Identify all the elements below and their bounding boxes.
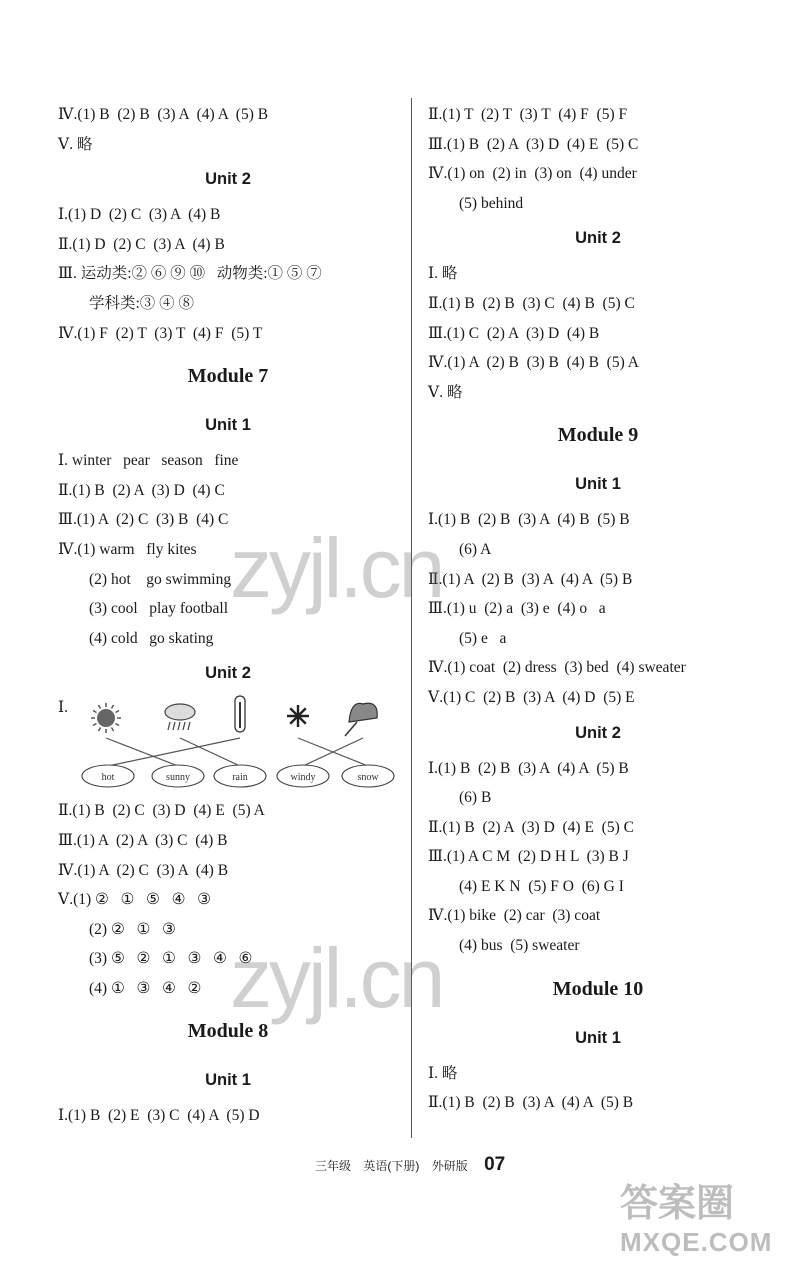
logo-bottom-text: MXQE.COM [620, 1227, 773, 1257]
answer-line: Ⅴ. 略 [58, 135, 93, 153]
answer-line: Ⅱ.(1) B (2) B (3) C (4) B (5) C [428, 294, 635, 312]
answer-line: Ⅲ.(1) A (2) C (3) B (4) C [58, 511, 229, 529]
answer-line: Ⅳ.(1) B (2) B (3) A (4) A (5) B [58, 106, 269, 123]
wind-icon [345, 704, 377, 737]
page-footer [315, 1154, 514, 1176]
answer-line: Ⅳ.(1) A (2) B (3) B (4) B (5) A [428, 354, 639, 372]
answer-line: Ⅲ.(1) C (2) A (3) D (4) B [428, 324, 600, 342]
word-windy: windy [290, 772, 316, 784]
answer-line: Ⅱ.(1) B (2) A (3) D (4) E (5) C [428, 818, 634, 836]
answer-line: Ⅰ. 略 [428, 1064, 458, 1082]
thermometer-icon [235, 696, 245, 732]
watermark: zyjl.cn [230, 931, 443, 1025]
answer-line: Ⅲ.(1) B (2) A (3) D (4) E (5) C [428, 135, 639, 153]
answer-line: Ⅲ.(1) A C M (2) D H L (3) B J [428, 848, 629, 866]
question-number: Ⅰ. [58, 699, 68, 717]
matching-line [298, 738, 368, 766]
matching-line [180, 738, 240, 766]
module-heading: Module 10 [552, 977, 644, 1000]
answer-line-continued: (4) E K N (5) F O (6) G I [459, 877, 624, 895]
matching-line [106, 738, 178, 766]
answer-line-continued: (4) cold go skating [89, 629, 214, 647]
watermark: zyjl.cn [230, 521, 443, 615]
module-heading: Module 7 [187, 365, 269, 388]
rain-cloud-icon [165, 704, 195, 730]
unit-heading: Unit 1 [205, 416, 251, 435]
answer-line: Ⅱ.(1) B (2) A (3) D (4) C [58, 481, 225, 499]
answer-line-continued: (5) behind [459, 194, 524, 212]
unit-heading: Unit 2 [205, 664, 251, 683]
answer-line: Ⅰ.(1) D (2) C (3) A (4) B [58, 206, 221, 224]
answer-line: Ⅴ.(1) C (2) B (3) A (4) D (5) E [428, 688, 635, 706]
answer-line: Ⅲ. 运动类:② ⑥ ⑨ ⑩ 动物类:① ⑤ ⑦ [58, 265, 322, 283]
word-hot: hot [101, 772, 115, 784]
weather-matching-exercise [58, 694, 398, 796]
answer-line-continued: (2) ② ① ③ [89, 920, 176, 938]
answer-line-continued: (6) A [459, 540, 492, 558]
answer-line: Ⅳ.(1) F (2) T (3) T (4) F (5) T [58, 324, 263, 342]
answer-line-continued: (2) hot go swimming [89, 570, 232, 588]
answer-line-continued: 学科类:③ ④ ⑧ [89, 294, 195, 312]
answer-line: Ⅰ. winter pear season fine [58, 452, 239, 470]
answer-line: Ⅴ. 略 [428, 383, 463, 401]
answer-line-continued: (3) ⑤ ② ① ③ ④ ⑥ [89, 950, 253, 968]
answer-line: Ⅰ.(1) B (2) E (3) C (4) A (5) D [58, 1107, 260, 1125]
snowflake-icon [287, 705, 309, 727]
answer-line: Ⅳ.(1) A (2) C (3) A (4) B [58, 861, 229, 879]
answer-line: Ⅱ.(1) B (2) B (3) A (4) A (5) B [428, 1094, 634, 1112]
answer-line: Ⅱ.(1) T (2) T (3) T (4) F (5) F [428, 106, 628, 123]
right-column [428, 100, 768, 1118]
answer-line: Ⅰ. 略 [428, 265, 458, 283]
answer-line: Ⅲ.(1) u (2) a (3) e (4) o a [428, 600, 606, 618]
module-heading: Module 8 [187, 1020, 269, 1043]
answer-line: Ⅴ.(1) ② ① ⑤ ④ ③ [58, 891, 211, 909]
answer-line: Ⅱ.(1) A (2) B (3) A (4) A (5) B [428, 570, 633, 588]
logo-top-text: 答案圈 [620, 1181, 735, 1225]
answer-line-continued: (4) bus (5) sweater [459, 937, 580, 955]
answer-line-continued: (4) ① ③ ④ ② [89, 979, 202, 997]
unit-heading: Unit 2 [575, 723, 621, 742]
module-heading: Module 9 [557, 424, 639, 447]
unit-heading: Unit 1 [575, 475, 621, 494]
footer-grade: 三年级 [315, 1159, 352, 1173]
answer-line: Ⅳ.(1) coat (2) dress (3) bed (4) sweater [428, 659, 686, 677]
unit-heading: Unit 2 [205, 170, 251, 189]
unit-heading: Unit 1 [205, 1071, 251, 1090]
word-snow: snow [357, 772, 379, 784]
footer-edition: 外研版 [431, 1159, 468, 1173]
answer-line: Ⅳ.(1) bike (2) car (3) coat [428, 907, 601, 925]
footer-subject: 英语(下册) [363, 1159, 420, 1173]
sun-icon [91, 703, 121, 733]
answer-line-continued: (5) e a [459, 629, 507, 647]
unit-heading: Unit 2 [575, 229, 621, 248]
site-logo [620, 1172, 790, 1260]
answer-line: Ⅱ.(1) D (2) C (3) A (4) B [58, 235, 225, 253]
matching-line [108, 738, 240, 766]
answer-line-continued: (3) cool play football [89, 600, 229, 618]
unit-heading: Unit 1 [575, 1028, 621, 1047]
answer-line: Ⅱ.(1) B (2) C (3) D (4) E (5) A [58, 802, 265, 820]
answer-line-continued: (6) B [459, 789, 492, 807]
answer-line: Ⅳ.(1) warm fly kites [58, 540, 197, 558]
word-sunny: sunny [166, 772, 190, 784]
answer-line: Ⅳ.(1) on (2) in (3) on (4) under [428, 165, 637, 183]
weather-matching-figure [58, 694, 398, 796]
page-number: 07 [484, 1154, 506, 1175]
answer-line: Ⅰ.(1) B (2) B (3) A (4) B (5) B [428, 511, 630, 529]
answer-line: Ⅲ.(1) A (2) A (3) C (4) B [58, 831, 228, 849]
answer-line: Ⅰ.(1) B (2) B (3) A (4) A (5) B [428, 759, 629, 777]
word-rain: rain [232, 772, 248, 784]
